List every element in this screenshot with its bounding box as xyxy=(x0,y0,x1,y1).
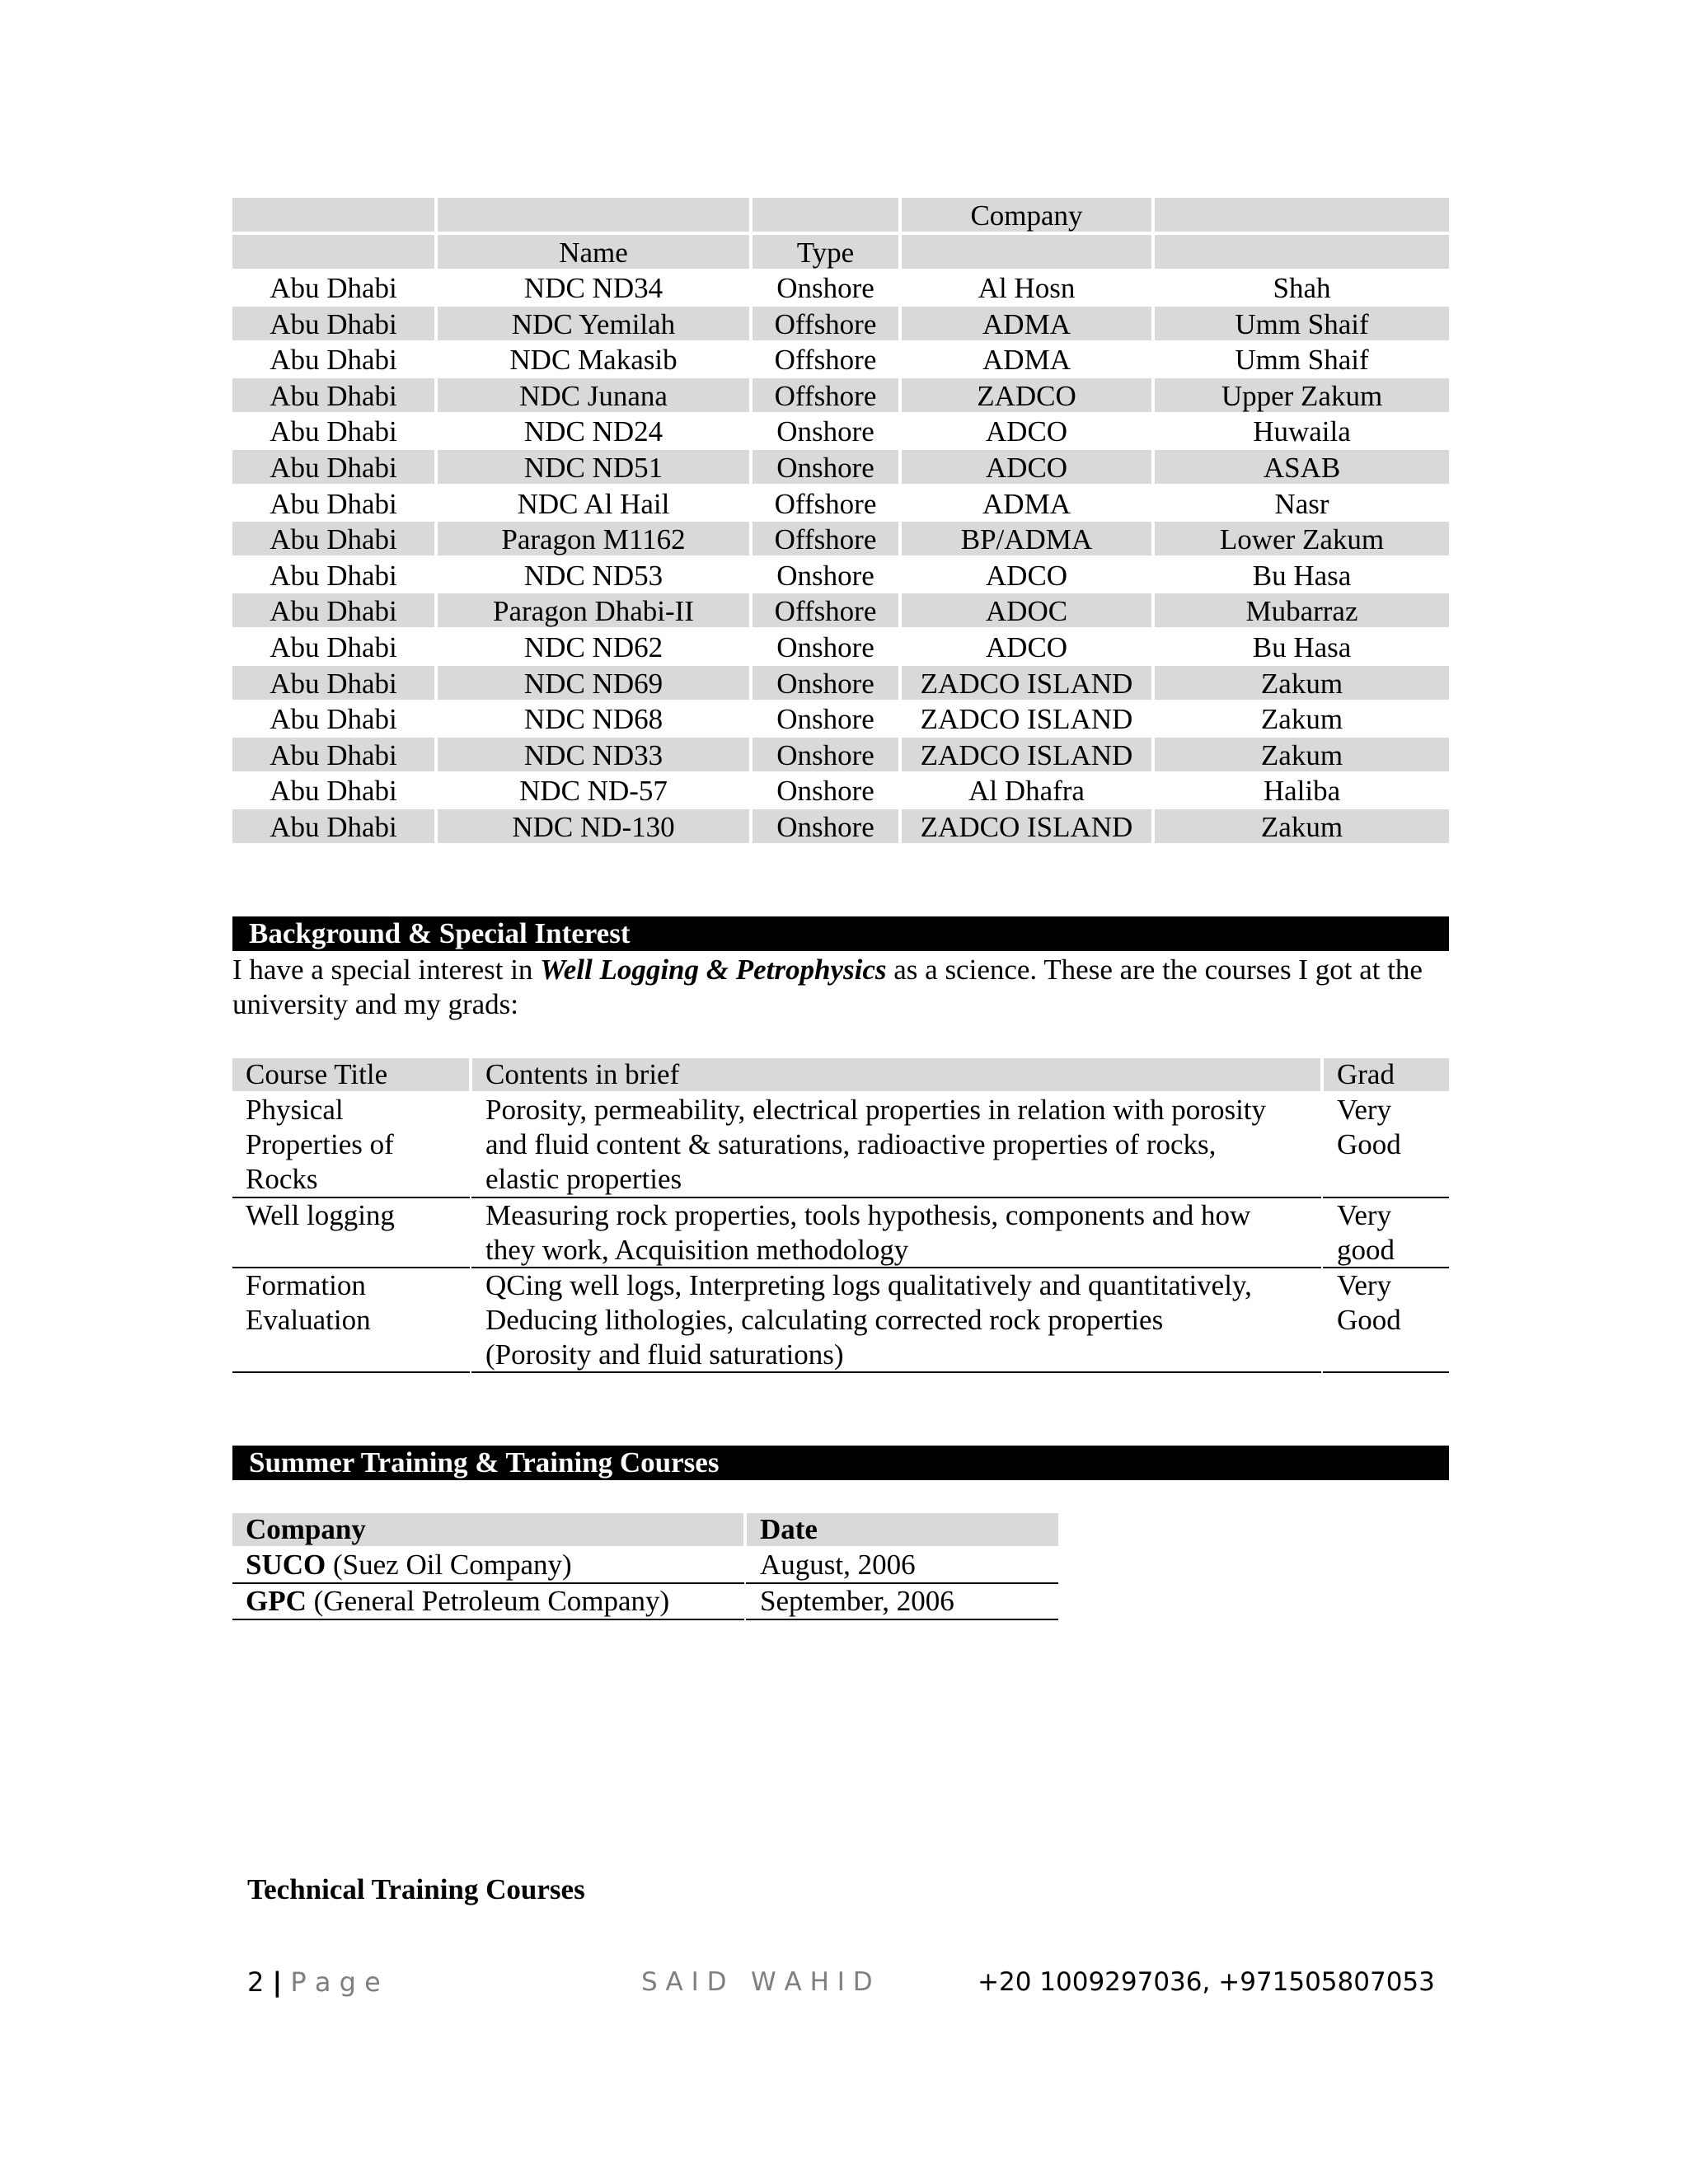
rig-field-cell: Bu Hasa xyxy=(1252,559,1352,592)
course-title-cell: Formation Evaluation xyxy=(246,1269,371,1336)
rig-name-cell: NDC ND51 xyxy=(438,450,749,484)
rig-company-cell: ADCO xyxy=(902,450,1151,484)
course-header-grade: Grad xyxy=(1324,1058,1449,1091)
footer-author-name: S A I D W A H I D xyxy=(641,1967,873,1997)
rig-company-cell: ZADCO xyxy=(902,378,1151,412)
training-company-cell xyxy=(232,1584,743,1619)
header-cell-empty xyxy=(1155,235,1449,269)
rig-type-cell: Onshore xyxy=(776,703,874,736)
rig-name-cell: NDC ND68 xyxy=(523,703,663,736)
rig-location-cell: Abu Dhabi xyxy=(270,344,397,377)
intro-emphasis: Well Logging & Petrophysics xyxy=(540,954,887,986)
rig-field-cell: Umm Shaif xyxy=(1235,344,1369,377)
rig-location-cell: Abu Dhabi xyxy=(232,522,434,555)
rig-type-cell: Offshore xyxy=(753,307,898,340)
course-grade-cell: Very good xyxy=(1337,1199,1395,1266)
rig-field-cell: Umm Shaif xyxy=(1155,307,1449,340)
rig-name-cell: NDC ND24 xyxy=(523,415,663,448)
column-gap xyxy=(470,1187,471,1376)
course-title-cell: Well logging xyxy=(246,1199,395,1231)
rig-location-cell: Abu Dhabi xyxy=(270,775,397,808)
course-grade-cell: Very Good xyxy=(1337,1269,1401,1336)
rig-field-cell: Haliba xyxy=(1263,775,1341,808)
rig-location-cell: Abu Dhabi xyxy=(232,738,434,771)
footer-page xyxy=(247,1966,381,1999)
rig-field-cell: Huwaila xyxy=(1253,415,1351,448)
rig-type-cell: Offshore xyxy=(753,378,898,412)
header-cell-empty xyxy=(753,198,898,232)
rig-type-cell: Offshore xyxy=(774,344,877,377)
background-intro xyxy=(232,953,1449,1022)
course-contents-cell: Measuring rock properties, tools hypothesis, components and how they work, Acquisition methodology xyxy=(485,1199,1251,1266)
training-company-cell xyxy=(232,1548,743,1582)
header-cell-empty xyxy=(232,198,434,232)
rig-company-cell: ZADCO ISLAND xyxy=(902,809,1151,843)
rig-company-cell: ZADCO ISLAND xyxy=(902,666,1151,700)
rig-field-cell: Zakum xyxy=(1155,666,1449,700)
rig-field-cell: Nasr xyxy=(1274,487,1329,520)
training-company-name: (General Petroleum Company) xyxy=(306,1585,670,1617)
training-date-cell: August, 2006 xyxy=(760,1549,916,1581)
rig-company-cell: ZADCO ISLAND xyxy=(920,703,1133,736)
training-company-abbr: SUCO xyxy=(246,1549,326,1581)
rig-company-cell: ADCO xyxy=(985,559,1068,592)
intro-text-before: I have a special interest in xyxy=(232,954,541,986)
rig-name-cell: NDC Makasib xyxy=(509,344,678,377)
rig-field-cell: Upper Zakum xyxy=(1155,378,1449,412)
rig-field-cell: Lower Zakum xyxy=(1155,522,1449,555)
rig-name-cell: NDC ND69 xyxy=(438,666,749,700)
header-cell-empty xyxy=(438,198,749,232)
rig-company-cell: ZADCO ISLAND xyxy=(902,738,1151,771)
rig-name-cell: NDC ND-130 xyxy=(438,809,749,843)
course-contents-cell: QCing well logs, Interpreting logs qualitatively and quantitatively, Deducing lithologies, calculating corrected rock properties (Porosity and fluid saturations) xyxy=(485,1269,1252,1371)
rig-name-cell: NDC Yemilah xyxy=(438,307,749,340)
rig-company-cell: ADCO xyxy=(985,415,1068,448)
page-label: P a g e xyxy=(290,1966,381,1998)
rig-field-cell: Zakum xyxy=(1155,809,1449,843)
rig-name-cell: NDC Junana xyxy=(438,378,749,412)
rig-location-cell: Abu Dhabi xyxy=(270,415,397,448)
rig-type-cell: Onshore xyxy=(776,559,874,592)
rig-location-cell: Abu Dhabi xyxy=(232,593,434,627)
column-gap xyxy=(744,1578,746,1628)
rig-company-cell: ADOC xyxy=(902,593,1151,627)
course-grade-cell: Very Good xyxy=(1337,1094,1401,1160)
rig-field-cell: Zakum xyxy=(1155,738,1449,771)
rig-location-cell: Abu Dhabi xyxy=(232,450,434,484)
rig-location-cell: Abu Dhabi xyxy=(232,307,434,340)
course-contents-cell: Porosity, permeability, electrical properties in relation with porosity and fluid content & saturations, radioactive properties of rocks, elastic properties xyxy=(485,1094,1267,1195)
training-header-date: Date xyxy=(747,1513,1058,1546)
rig-company-cell: Al Dhafra xyxy=(968,775,1085,808)
footer-phones: +20 1009297036, +971505807053 xyxy=(978,1967,1435,1997)
rig-type-cell: Offshore xyxy=(774,487,877,520)
intro-text-after: as a science. These are the courses I got at the university and my grads: xyxy=(232,954,1423,1020)
rig-name-cell: NDC ND-57 xyxy=(519,775,668,808)
header-company: Company xyxy=(902,198,1151,232)
column-gap xyxy=(1321,1187,1323,1376)
rig-type-cell: Onshore xyxy=(753,809,898,843)
rig-type-cell: Onshore xyxy=(776,775,874,808)
rig-location-cell: Abu Dhabi xyxy=(270,487,397,520)
training-section-heading: Summer Training & Training Courses xyxy=(232,1446,1449,1480)
rig-company-cell: ADMA xyxy=(902,307,1151,340)
page-number: 2 xyxy=(247,1966,265,1998)
rig-type-cell: Offshore xyxy=(753,522,898,555)
rig-location-cell: Abu Dhabi xyxy=(270,559,397,592)
course-header-contents: Contents in brief xyxy=(472,1058,1320,1091)
rig-company-cell: BP/ADMA xyxy=(902,522,1151,555)
rig-type-cell: Onshore xyxy=(776,631,874,663)
rig-field-cell: Mubarraz xyxy=(1155,593,1449,627)
training-company-name: (Suez Oil Company) xyxy=(326,1549,572,1581)
rig-name-cell: Paragon Dhabi-II xyxy=(438,593,749,627)
rig-field-cell: Zakum xyxy=(1260,703,1343,736)
rig-company-cell: ADCO xyxy=(985,631,1068,663)
rig-location-cell: Abu Dhabi xyxy=(232,809,434,843)
rig-name-cell: Paragon M1162 xyxy=(438,522,749,555)
rig-location-cell: Abu Dhabi xyxy=(270,703,397,736)
rig-name-cell: NDC Al Hail xyxy=(517,487,670,520)
rig-type-cell: Offshore xyxy=(753,593,898,627)
rig-type-cell: Onshore xyxy=(753,738,898,771)
training-company-abbr: GPC xyxy=(246,1585,307,1617)
rig-type-cell: Onshore xyxy=(753,666,898,700)
rig-name-cell: NDC ND33 xyxy=(438,738,749,771)
rig-type-cell: Onshore xyxy=(753,450,898,484)
course-row-divider xyxy=(232,1371,1449,1373)
header-cell-empty xyxy=(902,235,1151,269)
rig-type-cell: Onshore xyxy=(776,415,874,448)
rig-name-cell: NDC ND53 xyxy=(523,559,663,592)
rig-name-cell: NDC ND62 xyxy=(523,631,663,663)
header-cell-empty xyxy=(232,235,434,269)
rig-field-cell: Bu Hasa xyxy=(1252,631,1352,663)
rig-company-cell: ADMA xyxy=(982,344,1071,377)
rig-name-cell: NDC ND34 xyxy=(523,272,663,304)
course-title-cell: Physical Properties of Rocks xyxy=(246,1094,394,1195)
header-cell-empty xyxy=(1155,198,1449,232)
background-section-heading: Background & Special Interest xyxy=(232,916,1449,951)
page-separator: | xyxy=(272,1966,283,1998)
rig-company-cell: ADMA xyxy=(982,487,1071,520)
rig-location-cell: Abu Dhabi xyxy=(232,378,434,412)
rig-field-cell: Shah xyxy=(1273,272,1331,304)
rig-company-cell: Al Hosn xyxy=(978,272,1076,304)
training-date-cell: September, 2006 xyxy=(760,1585,954,1617)
training-row-divider xyxy=(232,1619,1058,1620)
header-name: Name xyxy=(438,235,749,269)
rig-type-cell: Onshore xyxy=(776,272,874,304)
rig-location-cell: Abu Dhabi xyxy=(232,666,434,700)
rig-field-cell: ASAB xyxy=(1155,450,1449,484)
rig-location-cell: Abu Dhabi xyxy=(270,272,397,304)
header-type: Type xyxy=(753,235,898,269)
technical-training-heading: Technical Training Courses xyxy=(247,1873,585,1905)
course-header-title: Course Title xyxy=(232,1058,469,1091)
training-header-company: Company xyxy=(232,1513,743,1546)
rig-location-cell: Abu Dhabi xyxy=(270,631,397,663)
